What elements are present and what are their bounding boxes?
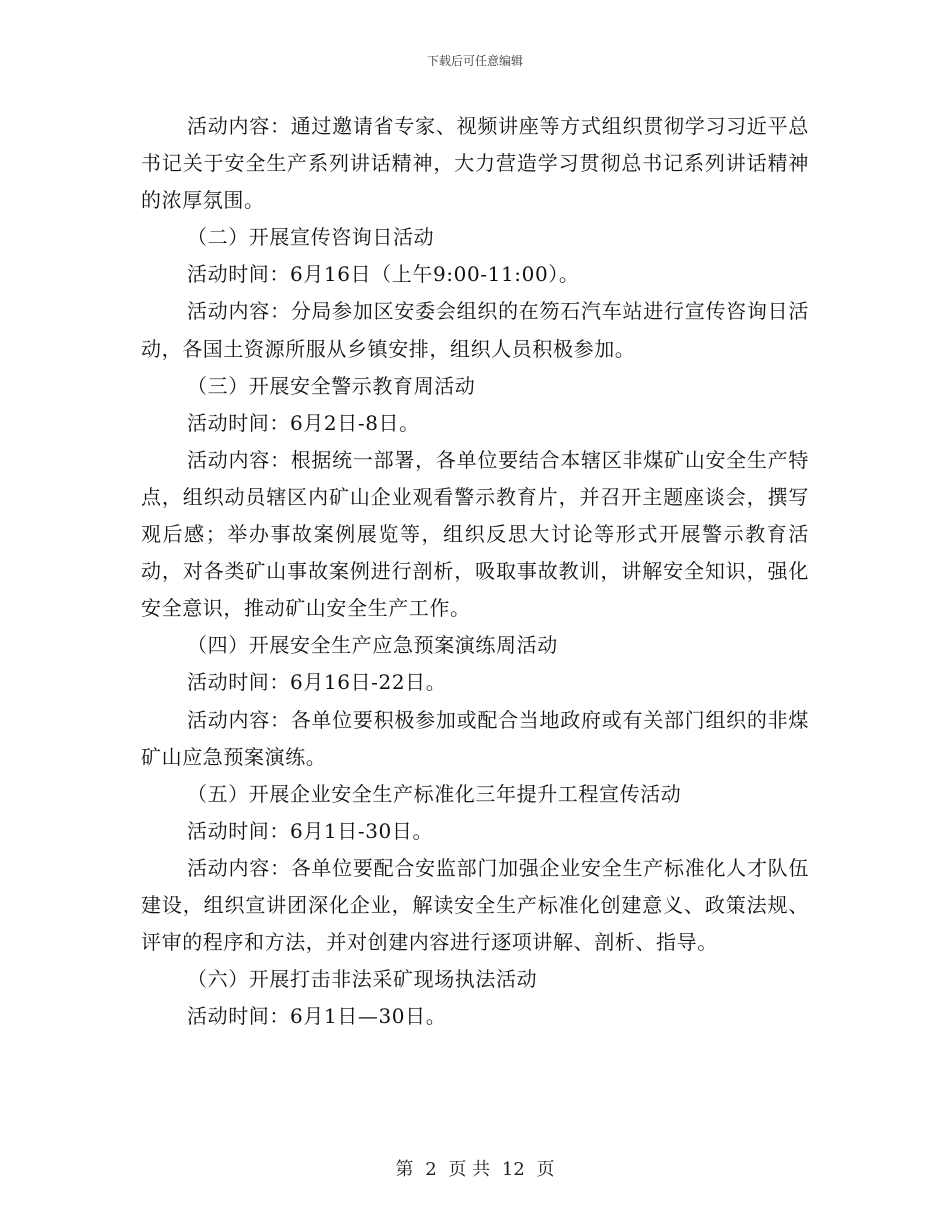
paragraph-activity-content-2: 活动内容：分局参加区安委会组织的在笏石汽车站进行宣传咨询日活动，各国土资源所服从乡镇安排，组织人员积极参加。 bbox=[141, 299, 809, 361]
activity-time-3: 活动时间：6月2日-8日。 bbox=[187, 410, 420, 435]
section-heading-3: （三）开展安全警示教育周活动 bbox=[187, 373, 476, 398]
paragraph-activity-content-3: 活动内容：根据统一部署，各单位要结合本辖区非煤矿山安全生产特点，组织动员辖区内矿山企业观看警示教育片，并召开主题座谈会，撰写观后感；举办事故案例展览等，组织反思大讨论等形式开展警示教育活动，对各类矿山事故案例进行剖析，吸取事故教训，讲解安全知识，强化安全意识，推动矿山安全生产工作。 bbox=[141, 447, 809, 621]
section-heading-5: （五）开展企业安全生产标准化三年提升工程宣传活动 bbox=[187, 781, 682, 806]
footer-total-pages: 12 bbox=[501, 1159, 525, 1180]
section-heading-4: （四）开展安全生产应急预案演练周活动 bbox=[187, 633, 558, 658]
activity-time-4: 活动时间：6月16日-22日。 bbox=[187, 670, 447, 695]
footer-prefix: 第 bbox=[395, 1159, 414, 1180]
activity-time-6: 活动时间：6月1日—30日。 bbox=[187, 1004, 447, 1029]
footer-middle: 页 共 bbox=[448, 1159, 491, 1180]
paragraph-activity-content-5: 活动内容：各单位要配合安监部门加强企业安全生产标准化人才队伍建设，组织宣讲团深化企业，解读安全生产标准化创建意义、政策法规、评审的程序和方法，并对创建内容进行逐项讲解、剖析、指导。 bbox=[141, 855, 809, 955]
activity-time-5: 活动时间：6月1日-30日。 bbox=[187, 818, 434, 843]
activity-time-2: 活动时间：6月16日（上午9:00-11:00）。 bbox=[187, 262, 580, 287]
paragraph-activity-content-1: 活动内容：通过邀请省专家、视频讲座等方式组织贯彻学习习近平总书记关于安全生产系列讲话精神，大力营造学习贯彻总书记系列讲话精神的浓厚氛围。 bbox=[141, 114, 809, 213]
section-heading-6: （六）开展打击非法采矿现场执法活动 bbox=[187, 967, 538, 992]
page-header: 下载后可任意编辑 bbox=[426, 54, 523, 68]
page-footer bbox=[0, 1155, 950, 1181]
footer-suffix: 页 bbox=[536, 1159, 555, 1180]
document-body bbox=[141, 108, 809, 1035]
footer-page-number: 2 bbox=[425, 1159, 437, 1180]
paragraph-activity-content-4: 活动内容：各单位要积极参加或配合当地政府或有关部门组织的非煤矿山应急预案演练。 bbox=[141, 707, 809, 769]
section-heading-2: （二）开展宣传咨询日活动 bbox=[187, 225, 435, 250]
